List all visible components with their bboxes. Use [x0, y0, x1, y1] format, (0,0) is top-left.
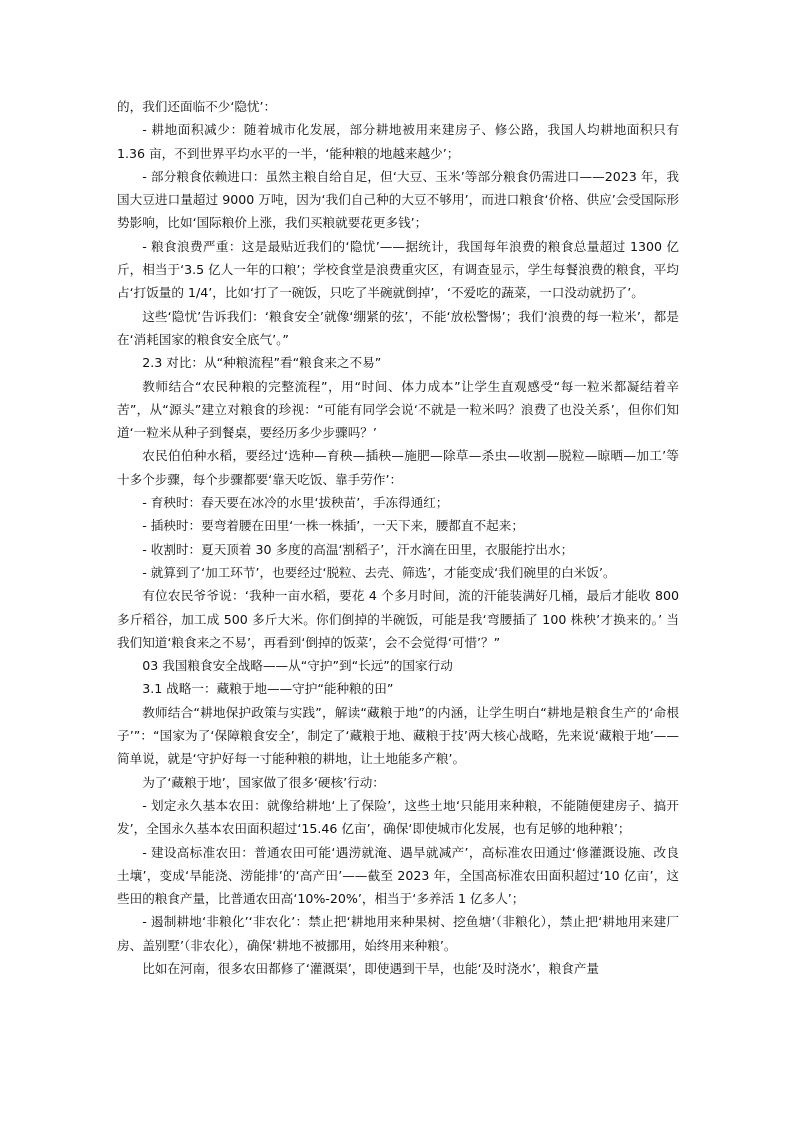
list-item-transplanting: - 插秧时：要弯着腰在田里‘一株一株插’，一天下来，腰都直不起来；: [142, 518, 524, 534]
list-item-farmland-reduction: - 耕地面积减少：随着城市化发展，部分耕地被用来建房子、修公路，我国人均耕地面积只有 1.36 亩，不到世界平均水平的一半，‘能种粮的地越来越少’；: [117, 122, 679, 161]
list-item-seedling: - 育秧时：春天要在冰冷的水里‘拔秧苗’，手冻得通红；: [142, 495, 449, 511]
paragraph-teacher-intro: 教师结合“农民种粮的完整流程”，用“时间、体力成本”让学生直观感受“每一粒米都凝结着辛苦”，从“源头”建立对粮食的珍视：“可能有同学会说‘不就是一粒米吗？浪费了也没关系’，但你们知道‘一粒米从种子到餐桌，要经历多少步骤吗？’: [117, 378, 679, 441]
paragraph-summary: 这些‘隐忧’告诉我们：‘粮食安全’就像‘绷紧的弦’，不能‘放松警惕’；我们‘浪费的每一粒米’，都是在‘消耗国家的粮食安全底气’。”: [117, 308, 679, 347]
section-heading-03: 03 我国粮食安全战略——从“守护”到“长远”的国家行动: [142, 658, 453, 674]
paragraph-farmer-quote: 有位农民爷爷说：‘我种一亩水稻，要花 4 个多月时间，流的汗能装满好几桶，最后才能收 800 多斤稻谷，加工成 500 多斤大米。你们倒掉的半碗饭，可能是我‘弯腰插了 100 株秧’才换来的。’ 当我们知道‘粮食来之不易’，再看到‘倒掉的饭菜’，会不会觉得‘可惜’？”: [117, 588, 679, 650]
section-heading-3-1: 3.1 战略一：藏粮于地——守护“能种粮的田”: [142, 681, 394, 697]
paragraph-intro: 的，我们还面临不少‘隐忧’：: [117, 99, 277, 114]
list-item-import-dependency: - 部分粮食依赖进口：虽然主粮自给自足，但‘大豆、玉米’等部分粮食仍需进口——2023 年，我国大豆进口量超过 9000 万吨，因为‘我们自己种的大豆不够用’，而进口粮食‘价格、供应’会受国际形势影响，比如‘国际粮价上涨，我们买粮就要花更多钱’；: [117, 168, 679, 231]
paragraph-henan-example: 比如在河南，很多农田都修了‘灌溉渠’，即使遇到干旱，也能‘及时浇水’，粮食产量: [142, 960, 599, 976]
list-item-permanent-farmland: - 划定永久基本农田：就像给耕地‘上了保险’，这些土地‘只能用来种粮，不能随便建房子、搞开发’，全国永久基本农田面积超过‘15.46 亿亩’，确保‘即使城市化发展，也有足够的地种粮’；: [117, 797, 679, 837]
list-item-harvest: - 收割时：夏天顶着 30 多度的高温‘割稻子’，汗水滴在田里，衣服能拧出水；: [142, 541, 574, 557]
paragraph-actions-intro: 为了‘藏粮于地’，国家做了很多‘硬核’行动：: [142, 774, 385, 790]
list-item-processing: - 就算到了‘加工环节’，也要经过‘脱粒、去壳、筛选’，才能变成‘我们碗里的白米饭’。: [142, 564, 616, 580]
list-item-high-standard-farmland: - 建设高标准农田：普通农田可能‘遇涝就淹、遇旱就减产’，高标准农田通过‘修灌溉设施、改良土壤’，变成‘旱能浇、涝能排’的‘高产田’——截至 2023 年，全国高标准农田面积超过‘10 亿亩’，这些田的粮食产量，比普通农田高‘10%-20%’，相当于‘多养活 1 亿多人’；: [117, 844, 679, 907]
paragraph-strategy-intro: 教师结合“耕地保护政策与实践”，解读“藏粮于地”的内涵，让学生明白“耕地是粮食生产的‘命根子’”：“国家为了‘保障粮食安全’，制定了‘藏粮于地、藏粮于技’两大核心战略，先来说‘藏粮于地’——简单说，就是‘守护好每一寸能种粮的耕地，让土地能多产粮’。: [117, 704, 679, 767]
section-heading-2-3: 2.3 对比：从“种粮流程”看“粮食来之不易”: [142, 355, 382, 371]
paragraph-rice-steps: 农民伯伯种水稻，要经过‘选种—育秧—插秧—施肥—除草—杀虫—收割—脱粒—晾晒—加工’等十多个步骤，每个步骤都要‘靠天吃饭、靠手劳作’：: [117, 448, 679, 487]
document-body: [117, 95, 679, 980]
list-item-non-grain-control: - 遏制耕地‘非粮化’‘非农化’：禁止把‘耕地用来种果树、挖鱼塘’（非粮化），禁止把‘耕地用来建厂房、盖别墅’（非农化），确保‘耕地不被挪用，始终用来种粮’。: [117, 914, 679, 953]
list-item-food-waste: - 粮食浪费严重：这是最贴近我们的‘隐忧’——据统计，我国每年浪费的粮食总量超过 1300 亿斤，相当于‘3.5 亿人一年的口粮’；学校食堂是浪费重灾区，有调查显示，学生每餐浪费的粮食，平均占‘打饭量的 1/4’，比如‘打了一碗饭，只吃了半碗就倒掉’，‘不爱吃的蔬菜，一口没动就扔了’。: [117, 238, 679, 301]
